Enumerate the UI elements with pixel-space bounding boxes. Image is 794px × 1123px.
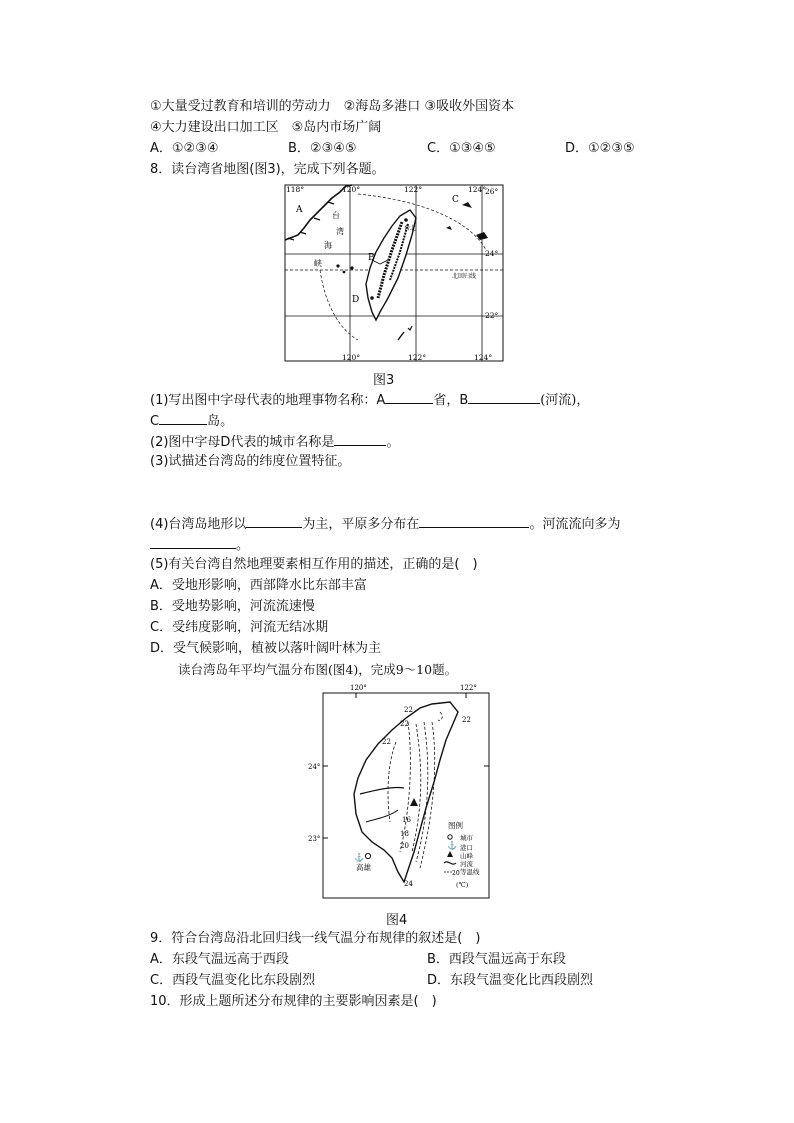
q8-sub5-stem: (5)有关台湾自然地理要素相互作用的描述，正确的是( )	[150, 557, 478, 572]
legend-value: 20	[452, 870, 460, 877]
isotherm-label: 22	[462, 716, 471, 724]
latitude-label: 23°	[308, 835, 321, 843]
isotherm-label: 22	[404, 706, 413, 714]
answer-blank-river-direction[interactable]	[150, 535, 236, 549]
q7-option-b: B．②③④⑤	[288, 141, 357, 156]
q8-sub2-text-b: 。	[386, 435, 400, 450]
legend-item: 山峰	[460, 852, 473, 860]
legend-unit: (℃)	[456, 881, 469, 889]
q8-sub1-text-d: C	[150, 414, 160, 429]
longitude-label: 120°	[350, 684, 367, 692]
answer-blank-b[interactable]	[468, 390, 540, 404]
figure3-caption: 图3	[373, 373, 395, 388]
longitude-label: 118°	[286, 185, 305, 194]
intro-9-10: 读台湾岛年平均气温分布图(图4)，完成9～10题。	[178, 662, 458, 677]
q8-stem: 8．读台湾省地图(图3)，完成下列各题。	[150, 162, 385, 177]
q7-statement-row1: ①大量受过教育和培训的劳动力 ②海岛多港口 ③吸收外国资本	[150, 99, 515, 114]
q8-sub1-text-b: 省，B	[433, 393, 469, 408]
q7-option-a: A．①②③④	[150, 141, 219, 156]
svg-text:⚓: ⚓	[447, 841, 457, 850]
q9-option-a: A．东段气温远高于西段	[150, 952, 289, 967]
q8-sub5-option-a: A．受地形影响，西部降水比东部丰富	[150, 578, 367, 593]
taiwan-map-figure	[280, 180, 510, 365]
strait-label: 湾	[336, 227, 344, 236]
q8-sub5-option-c: C．受纬度影响，河流无结冰期	[150, 620, 329, 635]
latitude-label: 24°	[308, 763, 321, 771]
strait-label: 台	[332, 211, 340, 220]
q8-sub4-text-a: (4)台湾岛地形以	[150, 517, 247, 532]
q8-sub5-option-b: B．受地势影响，河流流速慢	[150, 599, 315, 614]
answer-blank-c[interactable]	[159, 411, 207, 425]
isotherm-label: 22	[400, 720, 409, 728]
temperature-map-figure	[300, 682, 500, 902]
q9-option-c: C．西段气温变化比东段剧烈	[150, 973, 316, 988]
q8-sub2-text-a: (2)图中字母D代表的城市名称是	[150, 435, 335, 450]
legend-item: 等温线	[460, 868, 480, 876]
q7-statement-row2: ④大力建设出口加工区 ⑤岛内市场广阔	[150, 120, 382, 135]
legend-item: 港口	[460, 844, 473, 852]
q9-stem: 9．符合台湾岛沿北回归线一线气温分布规律的叙述是( )	[150, 931, 481, 946]
answer-blank-d[interactable]	[334, 432, 386, 446]
q8-sub3: (3)试描述台湾岛的纬度位置特征。	[150, 454, 351, 469]
figure4-caption: 图4	[386, 913, 408, 928]
longitude-label: 122°	[460, 684, 477, 692]
latitude-label: 24°	[485, 249, 499, 258]
q8-sub2	[150, 432, 399, 452]
strait-label: 峡	[314, 259, 322, 268]
legend-title: 图例	[448, 821, 463, 830]
legend-item: 河流	[460, 860, 473, 868]
q8-sub4-text-d: 。	[236, 538, 250, 553]
longitude-label: 124°	[468, 185, 487, 194]
answer-blank-plain[interactable]	[419, 514, 529, 528]
longitude-label: 122°	[408, 353, 427, 362]
legend-item: 城市	[460, 834, 473, 842]
tropic-label: 北回归线	[452, 273, 477, 280]
q8-sub1-cont	[150, 411, 233, 431]
q8-sub1-text-a: (1)写出图中字母代表的地理事物名称：A	[150, 393, 386, 408]
q8-sub4-text-c: 。河流流向多为	[529, 517, 621, 532]
q8-sub4-cont	[150, 535, 249, 555]
q8-sub1-text-c: (河流)，	[540, 393, 590, 408]
isotherm-label: 22	[382, 738, 391, 746]
answer-blank-a[interactable]	[385, 390, 433, 404]
map-letter-b: B	[368, 253, 375, 263]
q8-sub1	[150, 390, 589, 410]
longitude-label: 120°	[342, 185, 361, 194]
q8-sub5-option-d: D．受气候影响，植被以落叶阔叶林为主	[150, 641, 382, 656]
map-letter-d: D	[352, 295, 360, 305]
isotherm-label: 16	[402, 816, 411, 824]
q8-sub1-text-e: 岛。	[207, 414, 234, 429]
isotherm-label: 18	[400, 830, 409, 838]
q8-sub4-text-b: 为主，平原多分布在	[302, 517, 420, 532]
map-letter-c: C	[452, 195, 459, 205]
city-label: 台北	[404, 225, 417, 232]
q7-option-c: C．①③④⑤	[427, 141, 496, 156]
q10-stem: 10．形成上题所述分布规律的主要影响因素是( )	[150, 994, 437, 1009]
q9-option-b: B．西段气温远高于东段	[427, 952, 566, 967]
q7-option-d: D．①②③⑤	[565, 141, 635, 156]
map-letter-a: A	[296, 205, 303, 215]
latitude-label: 26°	[485, 187, 499, 196]
longitude-label: 120°	[342, 353, 361, 362]
svg-text:⚓: ⚓	[354, 853, 364, 862]
longitude-label: 122°	[404, 185, 423, 194]
answer-blank-terrain[interactable]	[246, 514, 302, 528]
isotherm-label: 24	[404, 880, 413, 888]
q9-option-d: D．东段气温变化比西段剧烈	[427, 973, 594, 988]
longitude-label: 124°	[474, 353, 493, 362]
strait-label: 海	[324, 241, 332, 250]
q8-sub4	[150, 514, 620, 534]
latitude-label: 22°	[485, 311, 499, 320]
isotherm-label: 20	[400, 842, 409, 850]
city-label-kaohsiung: 高雄	[356, 863, 371, 872]
